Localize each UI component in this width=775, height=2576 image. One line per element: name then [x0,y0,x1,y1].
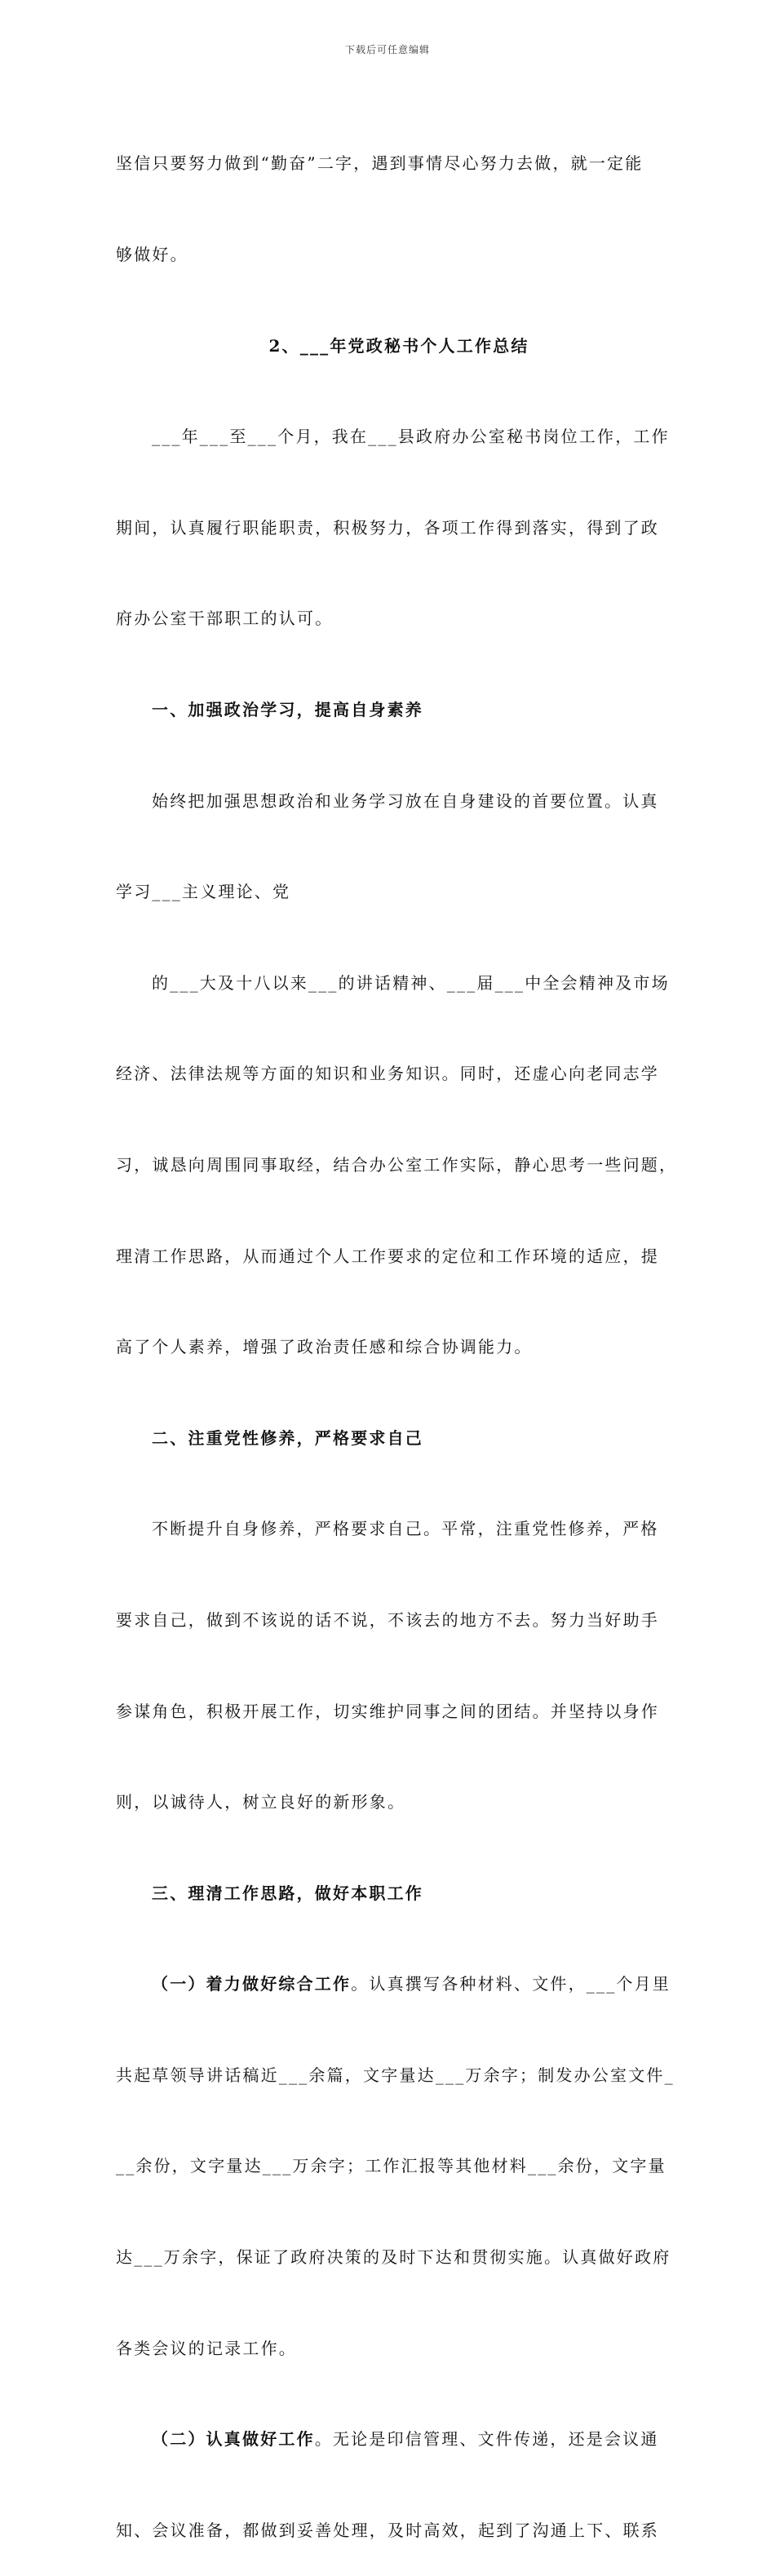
paragraph-line: 知、会议准备，都做到妥善处理，及时高效，起到了沟通上下、联系 [116,2520,659,2540]
paragraph-line: 坚信只要努力做到“勤奋”二字，遇到事情尽心努力去做，就一定能 [116,153,644,174]
paragraph-line: 参谋角色，积极开展工作，切实维护同事之间的团结。并坚持以身作 [116,1701,659,1721]
document-body [116,88,678,2576]
paragraph-line: 期间，认真履行职能职责，积极努力，各项工作得到落实，得到了政 [116,517,659,538]
paragraph-line: 高了个人素养，增强了政治责任感和综合协调能力。 [116,1337,533,1357]
paragraph-line [116,1969,671,1999]
paragraph-line: 学习___主义理论、党 [116,882,291,902]
heading-2: 二、注重党性修养，严格要求自己 [152,1427,423,1448]
paragraph-line: 则，以诚待人，树立良好的新形象。 [116,1792,406,1812]
paragraph-line: 经济、法律法规等方面的知识和业务知识。同时，还虚心向老同志学 [116,1064,659,1084]
paragraph-line: ___年___至___个月，我在___县政府办公室秘书岗位工作，工作 [152,427,670,447]
paragraph-line: 习，诚恳向周围同事取经，结合办公室工作实际，静心思考一些问题， [116,1154,678,1175]
paragraph-line: 始终把加强思想政治和业务学习放在自身建设的首要位置。认真 [152,790,659,811]
paragraph-text: 。认真撰写各种材料、文件，___个月里 [351,1974,671,1994]
heading-3: 三、理清工作思路，做好本职工作 [152,1883,423,1903]
paragraph-line: 各类会议的记录工作。 [116,2338,297,2358]
subheading-1: （一）着力做好综合工作 [152,1974,352,1994]
paragraph-line: 要求自己，做到不该说的话不说，不该去的地方不去。努力当好助手 [116,1609,659,1630]
section-title: 2、___年党政秘书个人工作总结 [268,335,529,356]
page-header: 下载后可任意编辑 [344,44,430,55]
paragraph-text: 。无论是印信管理、文件传递，还是会议通 [314,2429,659,2450]
paragraph-line: 理清工作思路，从而通过个人工作要求的定位和工作环境的适应，提 [116,1246,659,1266]
heading-1: 一、加强政治学习，提高自身素养 [152,699,423,719]
paragraph-line: 府办公室干部职工的认可。 [116,609,334,629]
paragraph-line: 够做好。 [116,245,188,264]
paragraph-line: 共起草领导讲话稿近___余篇，文字量达___万余字；制发办公室文件_ [116,2065,675,2085]
paragraph-line: 不断提升自身修养，严格要求自己。平常，注重党性修养，严格 [152,1519,659,1539]
paragraph-line: 的___大及十八以来___的讲话精神、___届___中全会精神及市场 [152,972,670,993]
subheading-2: （二）认真做好工作 [152,2429,315,2450]
paragraph-line: 达___万余字，保证了政府决策的及时下达和贯彻实施。认真做好政府 [116,2247,671,2268]
paragraph-line: __余份，文字量达___万余字；工作汇报等其他材料___余份，文字量 [116,2156,666,2176]
paragraph-line [116,2424,671,2454]
